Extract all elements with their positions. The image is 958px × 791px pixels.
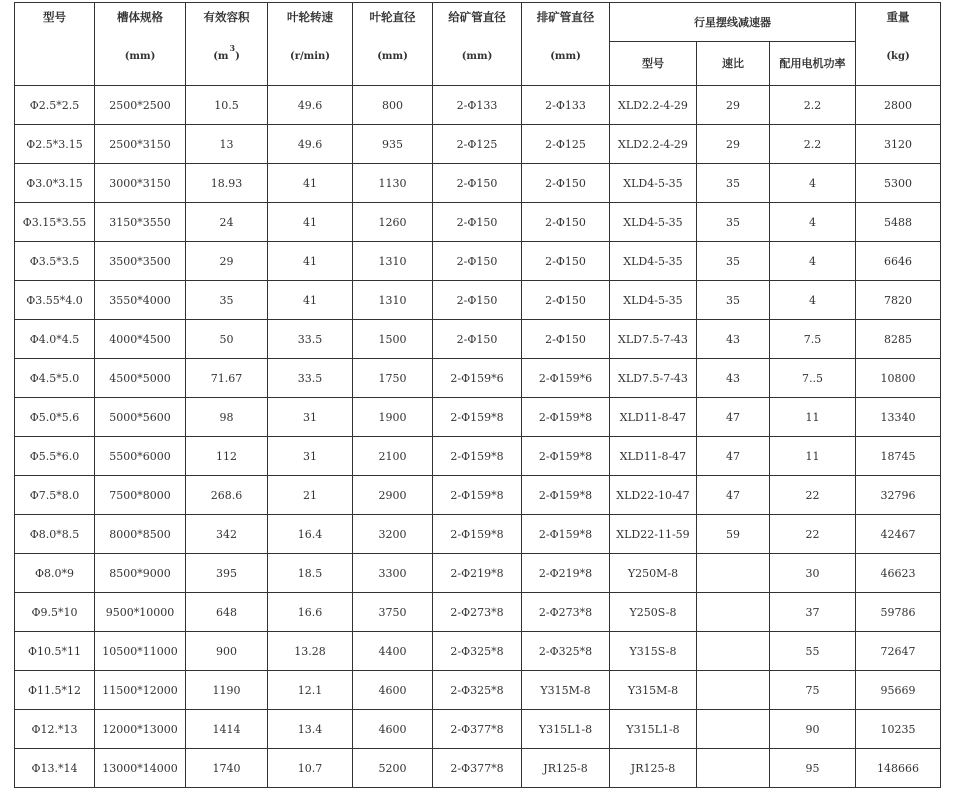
table-row <box>15 125 941 164</box>
cell-impeller: 1900 <box>353 398 433 437</box>
cell-volume: 268.6 <box>186 476 268 515</box>
header-impeller-label: 叶轮直径 <box>369 10 416 24</box>
header-model <box>15 3 95 86</box>
cell-weight: 8285 <box>856 320 941 359</box>
cell-weight: 46623 <box>856 554 941 593</box>
cell-weight: 7820 <box>856 281 941 320</box>
cell-ratio: 35 <box>697 203 770 242</box>
cell-discharge: 2-Φ273*8 <box>522 593 610 632</box>
cell-speed: 41 <box>268 242 353 281</box>
table-row <box>15 242 941 281</box>
header-weight <box>856 3 941 86</box>
cell-weight: 13340 <box>856 398 941 437</box>
cell-ratio: 47 <box>697 437 770 476</box>
cell-ratio: 43 <box>697 320 770 359</box>
cell-power: 11 <box>770 398 856 437</box>
cell-power: 7.5 <box>770 320 856 359</box>
header-tank-label: 槽体规格 <box>117 10 163 24</box>
header-tank <box>95 3 186 86</box>
cell-discharge: 2-Φ125 <box>522 125 610 164</box>
cell-volume: 1414 <box>186 710 268 749</box>
cell-power: 4 <box>770 203 856 242</box>
cell-power: 75 <box>770 671 856 710</box>
header-row-1 <box>15 3 941 42</box>
cell-power: 22 <box>770 476 856 515</box>
cell-discharge: 2-Φ159*8 <box>522 515 610 554</box>
table-row <box>15 593 941 632</box>
cell-model: Φ3.15*3.55 <box>15 203 95 242</box>
cell-power: 95 <box>770 749 856 788</box>
cell-volume: 648 <box>186 593 268 632</box>
cell-impeller: 2900 <box>353 476 433 515</box>
cell-speed: 31 <box>268 398 353 437</box>
header-volume-label: 有效容积 <box>203 10 250 24</box>
cell-impeller: 800 <box>353 86 433 125</box>
cell-impeller: 1130 <box>353 164 433 203</box>
cell-weight: 10235 <box>856 710 941 749</box>
cell-reducer: Y250S-8 <box>610 593 697 632</box>
cell-model: Φ3.5*3.5 <box>15 242 95 281</box>
cell-reducer: Y315M-8 <box>610 671 697 710</box>
table-row <box>15 86 941 125</box>
cell-discharge: 2-Φ150 <box>522 320 610 359</box>
cell-reducer: Y315L1-8 <box>610 710 697 749</box>
cell-model: Φ2.5*2.5 <box>15 86 95 125</box>
table-row <box>15 203 941 242</box>
cell-reducer: XLD2.2-4-29 <box>610 125 697 164</box>
cell-model: Φ9.5*10 <box>15 593 95 632</box>
cell-tank: 3000*3150 <box>95 164 186 203</box>
cell-power: 7..5 <box>770 359 856 398</box>
header-speed-unit: (r/min) <box>289 51 331 62</box>
header-discharge-unit: (mm) <box>550 51 581 62</box>
cell-tank: 3500*3500 <box>95 242 186 281</box>
cell-feed: 2-Φ159*6 <box>433 359 522 398</box>
cell-power: 11 <box>770 437 856 476</box>
header-reducer-power: 配用电机功率 <box>770 42 856 86</box>
cell-impeller: 4400 <box>353 632 433 671</box>
table-row <box>15 164 941 203</box>
volume-unit-close: ) <box>235 51 240 62</box>
cell-speed: 21 <box>268 476 353 515</box>
cell-model: Φ8.0*9 <box>15 554 95 593</box>
header-reducer-ratio: 速比 <box>697 42 770 86</box>
cell-volume: 24 <box>186 203 268 242</box>
header-model-label: 型号 <box>43 10 66 24</box>
cell-reducer: XLD22-11-59 <box>610 515 697 554</box>
cell-weight: 148666 <box>856 749 941 788</box>
cell-ratio: 35 <box>697 281 770 320</box>
header-weight-label: 重量 <box>886 10 910 24</box>
cell-volume: 35 <box>186 281 268 320</box>
cell-feed: 2-Φ325*8 <box>433 632 522 671</box>
table-row <box>15 437 941 476</box>
cell-reducer: XLD4-5-35 <box>610 242 697 281</box>
cell-feed: 2-Φ133 <box>433 86 522 125</box>
cell-feed: 2-Φ159*8 <box>433 515 522 554</box>
table-body <box>15 86 941 788</box>
cell-reducer: XLD2.2-4-29 <box>610 86 697 125</box>
table-row <box>15 671 941 710</box>
cell-speed: 41 <box>268 164 353 203</box>
cell-model: Φ4.0*4.5 <box>15 320 95 359</box>
header-volume <box>186 3 268 86</box>
cell-tank: 12000*13000 <box>95 710 186 749</box>
cell-feed: 2-Φ377*8 <box>433 710 522 749</box>
cell-reducer: XLD4-5-35 <box>610 203 697 242</box>
cell-reducer: XLD4-5-35 <box>610 164 697 203</box>
cell-feed: 2-Φ159*8 <box>433 398 522 437</box>
spec-table <box>14 2 941 788</box>
cell-model: Φ3.55*4.0 <box>15 281 95 320</box>
table-row <box>15 320 941 359</box>
cell-feed: 2-Φ377*8 <box>433 749 522 788</box>
table-row <box>15 476 941 515</box>
cell-power: 4 <box>770 242 856 281</box>
cell-speed: 16.6 <box>268 593 353 632</box>
cell-model: Φ12.*13 <box>15 710 95 749</box>
cell-power: 55 <box>770 632 856 671</box>
table-row <box>15 710 941 749</box>
cell-feed: 2-Φ150 <box>433 242 522 281</box>
cell-power: 4 <box>770 164 856 203</box>
cell-tank: 5500*6000 <box>95 437 186 476</box>
cell-impeller: 4600 <box>353 710 433 749</box>
cell-ratio: 47 <box>697 398 770 437</box>
cell-impeller: 4600 <box>353 671 433 710</box>
cell-feed: 2-Φ273*8 <box>433 593 522 632</box>
volume-unit-base: (m <box>213 51 229 62</box>
cell-volume: 71.67 <box>186 359 268 398</box>
cell-discharge: 2-Φ133 <box>522 86 610 125</box>
cell-tank: 13000*14000 <box>95 749 186 788</box>
cell-speed: 16.4 <box>268 515 353 554</box>
cell-ratio <box>697 710 770 749</box>
cell-volume: 900 <box>186 632 268 671</box>
cell-discharge: 2-Φ159*8 <box>522 398 610 437</box>
cell-volume: 10.5 <box>186 86 268 125</box>
cell-feed: 2-Φ219*8 <box>433 554 522 593</box>
header-feed-label: 给矿管直径 <box>448 10 506 24</box>
spec-table-container <box>14 2 940 788</box>
cell-reducer: XLD11-8-47 <box>610 437 697 476</box>
cell-weight: 6646 <box>856 242 941 281</box>
cell-ratio: 29 <box>697 86 770 125</box>
cell-weight: 5300 <box>856 164 941 203</box>
cell-model: Φ10.5*11 <box>15 632 95 671</box>
header-volume-unit <box>188 43 265 63</box>
cell-tank: 8000*8500 <box>95 515 186 554</box>
cell-model: Φ2.5*3.15 <box>15 125 95 164</box>
header-impeller <box>353 3 433 86</box>
header-discharge-label: 排矿管直径 <box>536 10 595 24</box>
cell-feed: 2-Φ150 <box>433 281 522 320</box>
cell-impeller: 1260 <box>353 203 433 242</box>
cell-speed: 13.28 <box>268 632 353 671</box>
cell-impeller: 2100 <box>353 437 433 476</box>
cell-weight: 32796 <box>856 476 941 515</box>
cell-tank: 10500*11000 <box>95 632 186 671</box>
cell-discharge: 2-Φ150 <box>522 281 610 320</box>
cell-volume: 342 <box>186 515 268 554</box>
cell-power: 37 <box>770 593 856 632</box>
cell-speed: 31 <box>268 437 353 476</box>
cell-ratio <box>697 749 770 788</box>
table-row <box>15 515 941 554</box>
cell-tank: 7500*8000 <box>95 476 186 515</box>
cell-tank: 3550*4000 <box>95 281 186 320</box>
cell-reducer: JR125-8 <box>610 749 697 788</box>
cell-impeller: 935 <box>353 125 433 164</box>
cell-impeller: 1310 <box>353 242 433 281</box>
cell-feed: 2-Φ325*8 <box>433 671 522 710</box>
cell-discharge: Y315L1-8 <box>522 710 610 749</box>
header-feed-unit: (mm) <box>461 51 493 62</box>
cell-volume: 395 <box>186 554 268 593</box>
cell-tank: 3150*3550 <box>95 203 186 242</box>
header-discharge <box>522 3 610 86</box>
cell-discharge: JR125-8 <box>522 749 610 788</box>
cell-discharge: Y315M-8 <box>522 671 610 710</box>
cell-feed: 2-Φ150 <box>433 320 522 359</box>
cell-weight: 2800 <box>856 86 941 125</box>
cell-weight: 3120 <box>856 125 941 164</box>
cell-ratio: 35 <box>697 242 770 281</box>
table-row <box>15 554 941 593</box>
cell-impeller: 1750 <box>353 359 433 398</box>
cell-power: 90 <box>770 710 856 749</box>
cell-speed: 13.4 <box>268 710 353 749</box>
cell-feed: 2-Φ150 <box>433 203 522 242</box>
cell-speed: 18.5 <box>268 554 353 593</box>
cell-ratio <box>697 671 770 710</box>
table-row <box>15 359 941 398</box>
cell-speed: 49.6 <box>268 86 353 125</box>
cell-speed: 49.6 <box>268 125 353 164</box>
cell-tank: 4000*4500 <box>95 320 186 359</box>
cell-volume: 18.93 <box>186 164 268 203</box>
cell-tank: 4500*5000 <box>95 359 186 398</box>
header-speed-label: 叶轮转速 <box>287 10 333 24</box>
cell-volume: 50 <box>186 320 268 359</box>
table-header <box>15 3 941 86</box>
cell-impeller: 1500 <box>353 320 433 359</box>
cell-tank: 11500*12000 <box>95 671 186 710</box>
cell-ratio <box>697 554 770 593</box>
cell-impeller: 1310 <box>353 281 433 320</box>
cell-tank: 2500*2500 <box>95 86 186 125</box>
cell-feed: 2-Φ125 <box>433 125 522 164</box>
cell-discharge: 2-Φ219*8 <box>522 554 610 593</box>
cell-reducer: XLD7.5-7-43 <box>610 320 697 359</box>
cell-discharge: 2-Φ159*6 <box>522 359 610 398</box>
cell-feed: 2-Φ159*8 <box>433 476 522 515</box>
cell-weight: 95669 <box>856 671 941 710</box>
cell-ratio: 59 <box>697 515 770 554</box>
table-row <box>15 749 941 788</box>
cell-speed: 41 <box>268 203 353 242</box>
header-tank-unit: (mm) <box>124 51 156 62</box>
cell-speed: 41 <box>268 281 353 320</box>
cell-discharge: 2-Φ150 <box>522 203 610 242</box>
cell-reducer: XLD7.5-7-43 <box>610 359 697 398</box>
table-row <box>15 281 941 320</box>
cell-feed: 2-Φ159*8 <box>433 437 522 476</box>
cell-reducer: Y250M-8 <box>610 554 697 593</box>
cell-impeller: 3750 <box>353 593 433 632</box>
cell-weight: 5488 <box>856 203 941 242</box>
cell-speed: 10.7 <box>268 749 353 788</box>
cell-volume: 98 <box>186 398 268 437</box>
cell-volume: 1740 <box>186 749 268 788</box>
cell-reducer: XLD22-10-47 <box>610 476 697 515</box>
cell-ratio <box>697 593 770 632</box>
table-row <box>15 398 941 437</box>
cell-weight: 72647 <box>856 632 941 671</box>
cell-discharge: 2-Φ159*8 <box>522 437 610 476</box>
cell-weight: 10800 <box>856 359 941 398</box>
header-weight-unit: (kg) <box>886 51 910 62</box>
header-reducer-model: 型号 <box>610 42 697 86</box>
table-row <box>15 632 941 671</box>
cell-power: 22 <box>770 515 856 554</box>
cell-model: Φ13.*14 <box>15 749 95 788</box>
cell-reducer: Y315S-8 <box>610 632 697 671</box>
cell-impeller: 5200 <box>353 749 433 788</box>
header-feed <box>433 3 522 86</box>
cell-ratio: 29 <box>697 125 770 164</box>
cell-model: Φ5.0*5.6 <box>15 398 95 437</box>
cell-volume: 13 <box>186 125 268 164</box>
cell-volume: 29 <box>186 242 268 281</box>
cell-volume: 1190 <box>186 671 268 710</box>
cell-ratio: 35 <box>697 164 770 203</box>
cell-model: Φ4.5*5.0 <box>15 359 95 398</box>
cell-weight: 42467 <box>856 515 941 554</box>
header-reducer: 行星摆线减速器 <box>610 3 856 42</box>
cell-model: Φ7.5*8.0 <box>15 476 95 515</box>
cell-impeller: 3300 <box>353 554 433 593</box>
cell-power: 4 <box>770 281 856 320</box>
header-impeller-unit: (mm) <box>377 51 408 62</box>
cell-weight: 59786 <box>856 593 941 632</box>
cell-ratio: 43 <box>697 359 770 398</box>
cell-speed: 33.5 <box>268 320 353 359</box>
cell-power: 30 <box>770 554 856 593</box>
cell-impeller: 3200 <box>353 515 433 554</box>
cell-model: Φ5.5*6.0 <box>15 437 95 476</box>
cell-discharge: 2-Φ159*8 <box>522 476 610 515</box>
cell-tank: 9500*10000 <box>95 593 186 632</box>
cell-feed: 2-Φ150 <box>433 164 522 203</box>
volume-unit-exponent: 3 <box>229 43 236 53</box>
cell-discharge: 2-Φ150 <box>522 242 610 281</box>
cell-volume: 112 <box>186 437 268 476</box>
cell-discharge: 2-Φ150 <box>522 164 610 203</box>
cell-tank: 8500*9000 <box>95 554 186 593</box>
header-speed <box>268 3 353 86</box>
cell-tank: 2500*3150 <box>95 125 186 164</box>
cell-speed: 12.1 <box>268 671 353 710</box>
cell-model: Φ8.0*8.5 <box>15 515 95 554</box>
cell-tank: 5000*5600 <box>95 398 186 437</box>
cell-ratio <box>697 632 770 671</box>
cell-power: 2.2 <box>770 125 856 164</box>
cell-speed: 33.5 <box>268 359 353 398</box>
cell-reducer: XLD4-5-35 <box>610 281 697 320</box>
cell-ratio: 47 <box>697 476 770 515</box>
cell-discharge: 2-Φ325*8 <box>522 632 610 671</box>
cell-model: Φ11.5*12 <box>15 671 95 710</box>
cell-model: Φ3.0*3.15 <box>15 164 95 203</box>
cell-reducer: XLD11-8-47 <box>610 398 697 437</box>
cell-weight: 18745 <box>856 437 941 476</box>
cell-power: 2.2 <box>770 86 856 125</box>
